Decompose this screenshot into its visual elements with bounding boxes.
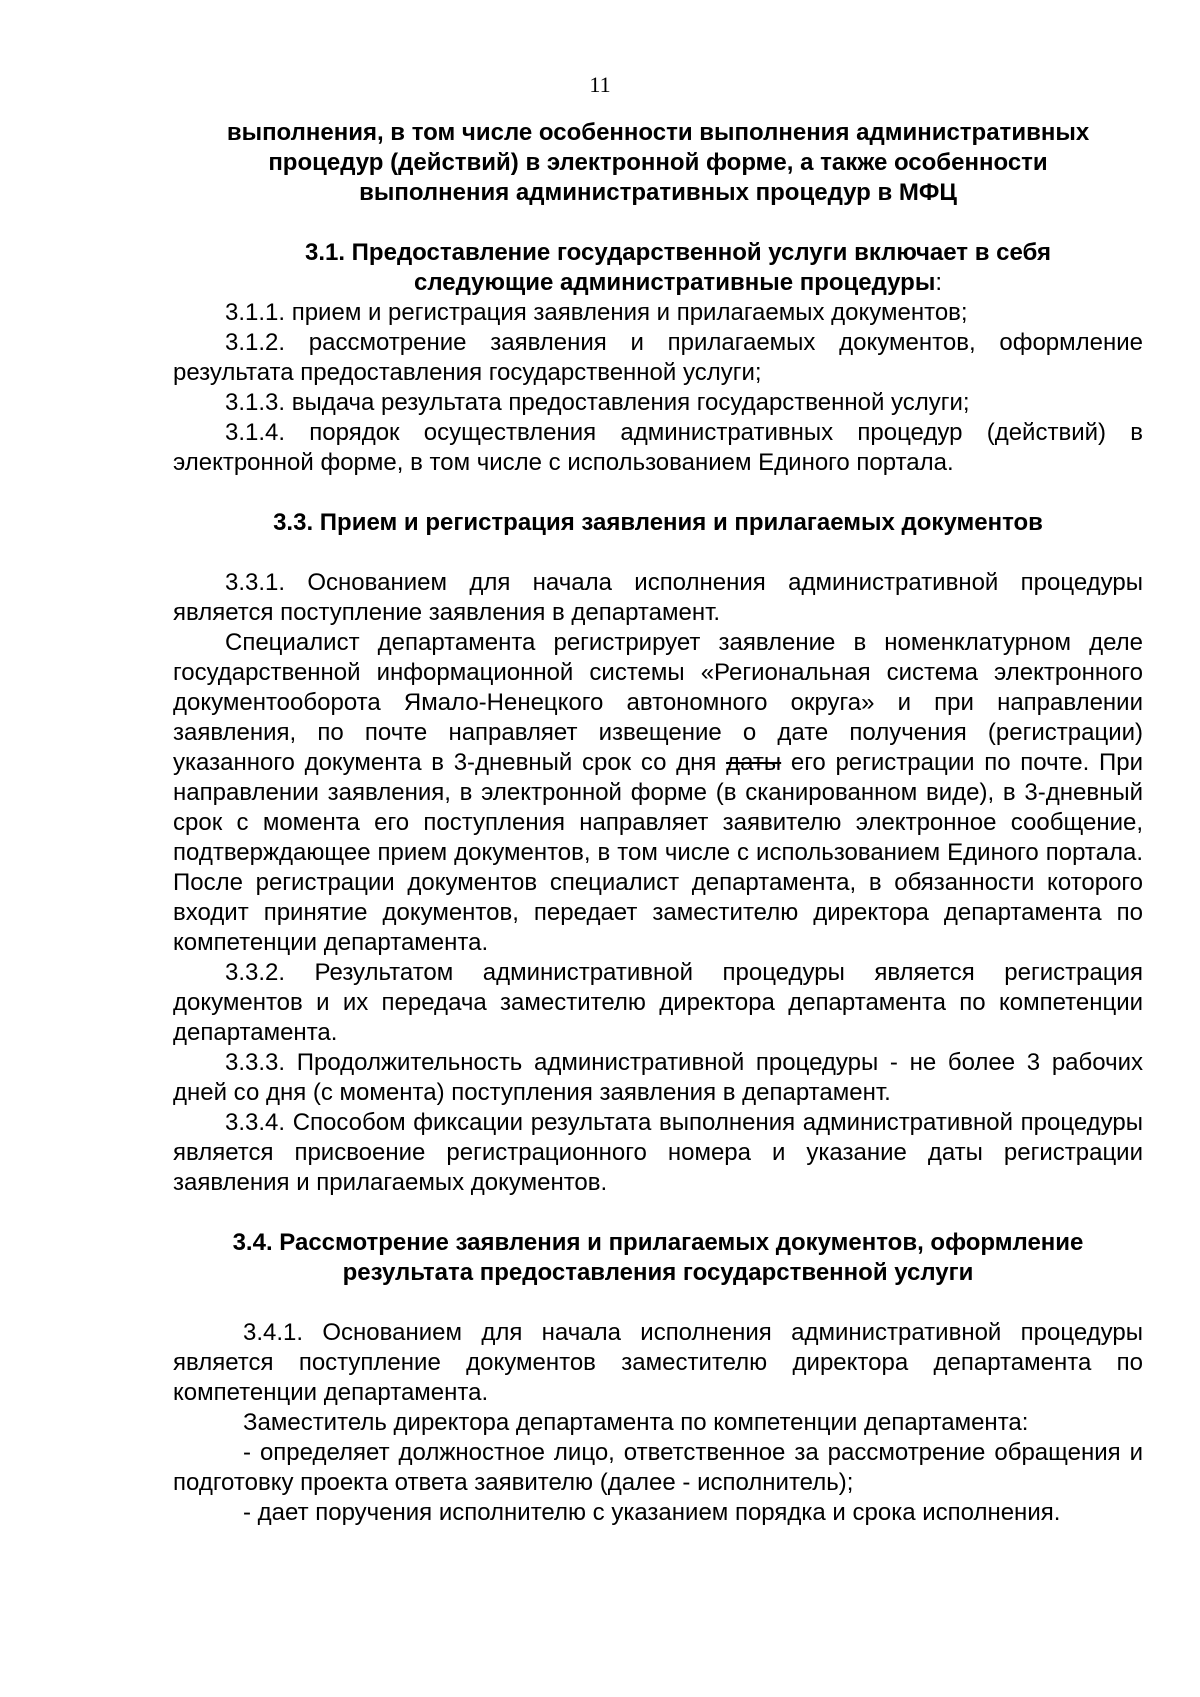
list-item-3-1-3: 3.1.3. выдача результата предоставления государственной услуги; xyxy=(225,389,970,416)
paragraph-3-3-1: 3.3.1. Основанием для начала исполнения административной процедуры является поступление заявления в департамент. xyxy=(173,569,1143,626)
paragraph-3-3-3: 3.3.3. Продолжительность административной процедуры - не более 3 рабочих дней со дня (с момента) поступления заявления в департамент. xyxy=(173,1049,1143,1106)
section-3-4-heading-line: результата предоставления государственной услуги xyxy=(342,1259,974,1286)
paragraph-3-3-4: 3.3.4. Способом фиксации результата выполнения административной процедуры является присвоение регистрационного номера и указание даты регистрации заявления и прилагаемых документов. xyxy=(173,1109,1143,1196)
page-number: 11 xyxy=(589,72,611,97)
paragraph-text: Специалист департамента регистрирует заявление в номенклатурном деле государственной информационной системы «Региональная система электронного документооборота Ямало-Ненецкого автономного округа» и при направлении заявления, по почте направляет извещение о дате получения (регистрации) указанного документа в 3-дневный срок со дня xyxy=(173,629,1143,776)
top-heading-line: процедур (действий) в электронной форме, а также особенности xyxy=(268,149,1048,176)
top-heading xyxy=(173,118,1143,208)
list-item-dash: - определяет должностное лицо, ответственное за рассмотрение обращения и подготовку проекта ответа заявителю (далее - исполнитель); xyxy=(173,1439,1143,1496)
top-heading-line: выполнения административных процедур в МФЦ xyxy=(359,179,957,206)
heading-colon: : xyxy=(935,269,943,296)
list-item-3-1-2: 3.1.2. рассмотрение заявления и прилагаемых документов, оформление результата предоставления государственной услуги; xyxy=(173,329,1143,386)
section-3-1-heading-text: следующие административные процедуры xyxy=(413,269,936,296)
section-3-3-heading-text: 3.3. Прием и регистрация заявления и прилагаемых документов xyxy=(273,509,1043,536)
list-item-dash: - дает поручения исполнителю с указанием порядка и срока исполнения. xyxy=(243,1499,1061,1526)
list-item-3-1-4: 3.1.4. порядок осуществления административных процедур (действий) в электронной форме, в том числе с использованием Единого портала. xyxy=(173,419,1143,476)
section-3-1-heading-line: 3.1. Предоставление государственной услуги включает в себя xyxy=(304,239,1051,266)
list-item-3-1-1: 3.1.1. прием и регистрация заявления и прилагаемых документов; xyxy=(225,299,968,326)
struck-word: даты xyxy=(726,749,782,776)
paragraph-3-3-2: 3.3.2. Результатом административной процедуры является регистрация документов и их передача заместителю директора департамента по компетенции департамента. xyxy=(173,959,1143,1046)
section-3-3-heading xyxy=(173,508,1143,538)
paragraph-3-4-1: 3.4.1. Основанием для начала исполнения административной процедуры является поступление документов заместителю директора департамента по компетенции департамента. xyxy=(173,1319,1143,1406)
paragraph-text: его регистрации по почте. При направлении заявления, в электронной форме (в сканированном виде), в 3-дневный срок с момента его поступления направляет заявителю электронное сообщение, подтверждающее прием документов, в том числе с использованием Единого портала. После регистрации документов специалист департамента, в обязанности которого входит принятие документов, передает заместителю директора департамента по компетенции департамента. xyxy=(173,749,1143,956)
section-3-4-heading xyxy=(173,1228,1143,1288)
section-3-4-heading-line: 3.4. Рассмотрение заявления и прилагаемых документов, оформление xyxy=(232,1229,1084,1256)
section-3-1-heading-line xyxy=(213,268,1143,298)
document-content xyxy=(173,118,1143,1528)
paragraph-registration xyxy=(173,628,1143,958)
top-heading-line: выполнения, в том числе особенности выполнения административных xyxy=(226,119,1090,146)
section-3-1-heading xyxy=(173,238,1143,298)
paragraph-deputy-director: Заместитель директора департамента по компетенции департамента: xyxy=(243,1409,1029,1436)
